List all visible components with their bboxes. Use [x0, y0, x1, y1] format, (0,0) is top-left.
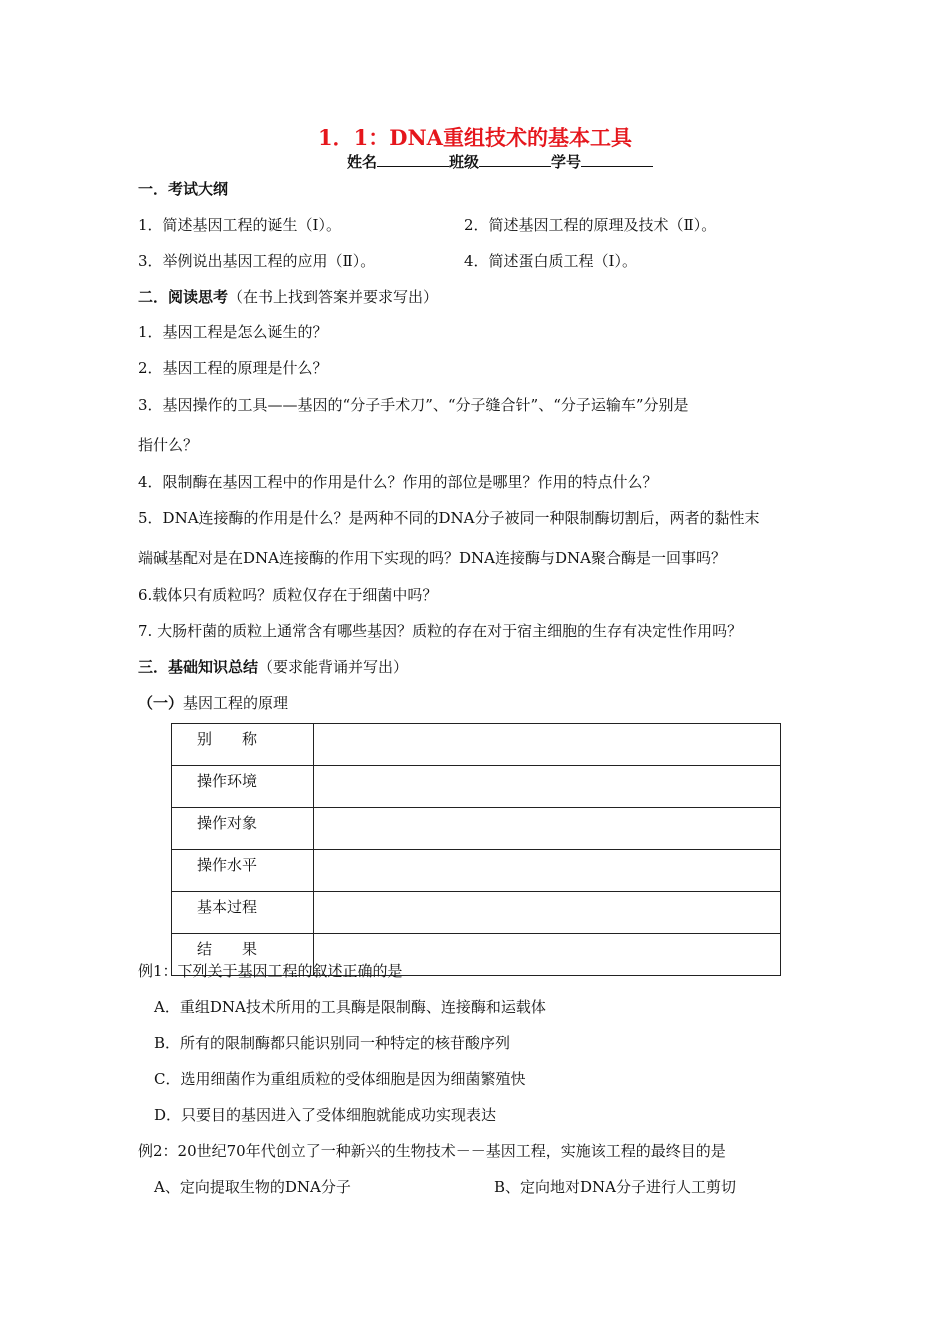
answer-cell[interactable]	[314, 850, 781, 892]
class-blank[interactable]	[479, 152, 551, 167]
example1-option-b: B．所有的限制酶都只能识别同一种特定的核苷酸序列	[154, 1034, 511, 1052]
question-5-cont: 端碱基配对是在DNA连接酶的作用下实现的吗？DNA连接酶与DNA聚合酶是一回事吗？	[138, 549, 726, 567]
row-label: 操作水平	[172, 850, 314, 892]
row-label: 操作对象	[172, 808, 314, 850]
question-3-cont: 指什么？	[138, 436, 199, 454]
table-row	[172, 724, 781, 766]
question-6: 6.载体只有质粒吗？质粒仅存在于细菌中吗？	[138, 586, 438, 604]
row-label: 别 称	[172, 724, 314, 766]
syllabus-item-2: 2．简述基因工程的原理及技术（Ⅱ）。	[464, 216, 717, 234]
number-blank[interactable]	[581, 152, 653, 167]
page-title: 1．1：DNA重组技术的基本工具	[318, 125, 632, 150]
section1-heading: 一．考试大纲	[138, 180, 229, 198]
table-row	[172, 808, 781, 850]
example1-option-c: C．选用细菌作为重组质粒的受体细胞是因为细菌繁殖快	[154, 1070, 526, 1088]
row-label: 基本过程	[172, 892, 314, 934]
section3-heading-line	[138, 656, 408, 677]
example1-option-a: A．重组DNA技术所用的工具酶是限制酶、连接酶和运载体	[154, 998, 546, 1016]
question-4: 4．限制酶在基因工程中的作用是什么？作用的部位是哪里？作用的特点什么？	[138, 473, 658, 491]
example1-stem: 例1：下列关于基因工程的叙述正确的是	[138, 962, 403, 980]
question-2: 2．基因工程的原理是什么？	[138, 359, 328, 377]
question-3: 3．基因操作的工具——基因的“分子手术刀”、“分子缝合针”、“分子运输车”分别是	[138, 396, 689, 414]
section2-note: （在书上找到答案并要求写出）	[228, 288, 439, 306]
subsection-title: 基因工程的原理	[183, 694, 289, 712]
example2-stem: 例2：20世纪70年代创立了一种新兴的生物技术－－基因工程，实施该工程的最终目的是	[138, 1142, 726, 1160]
section3-note: （要求能背诵并写出）	[258, 658, 409, 676]
row-label: 结 果	[172, 934, 314, 976]
class-label: 班级	[449, 153, 480, 171]
question-1: 1．基因工程是怎么诞生的？	[138, 323, 328, 341]
subsection-heading-line	[138, 692, 288, 713]
student-info	[347, 151, 653, 172]
question-5: 5．DNA连接酶的作用是什么？是两种不同的DNA分子被同一种限制酶切割后，两者的黏性末	[138, 509, 760, 527]
table-row	[172, 766, 781, 808]
name-label: 姓名	[347, 153, 378, 171]
answer-cell[interactable]	[314, 808, 781, 850]
answer-cell[interactable]	[314, 766, 781, 808]
row-label: 操作环境	[172, 766, 314, 808]
syllabus-item-4: 4．简述蛋白质工程（Ⅰ）。	[464, 252, 637, 270]
table-row	[172, 892, 781, 934]
number-label: 学号	[551, 153, 582, 171]
answer-cell[interactable]	[314, 724, 781, 766]
section2-heading: 二．阅读思考	[138, 288, 229, 306]
example2-option-a: A、定向提取生物的DNA分子	[154, 1178, 351, 1196]
example2-option-b: B、定向地对DNA分子进行人工剪切	[494, 1178, 737, 1196]
principle-table	[171, 723, 781, 976]
name-blank[interactable]	[377, 152, 449, 167]
question-7: 7. 大肠杆菌的质粒上通常含有哪些基因？质粒的存在对于宿主细胞的生存有决定性作用吗？	[138, 622, 743, 640]
section2-heading-line	[138, 286, 438, 307]
example1-option-d: D．只要目的基因进入了受体细胞就能成功实现表达	[154, 1106, 497, 1124]
subsection-number: （一）	[138, 694, 184, 712]
answer-cell[interactable]	[314, 892, 781, 934]
syllabus-item-3: 3．举例说出基因工程的应用（Ⅱ）。	[138, 252, 376, 270]
table-row	[172, 850, 781, 892]
syllabus-item-1: 1．简述基因工程的诞生（Ⅰ）。	[138, 216, 341, 234]
section3-heading: 三．基础知识总结	[138, 658, 259, 676]
